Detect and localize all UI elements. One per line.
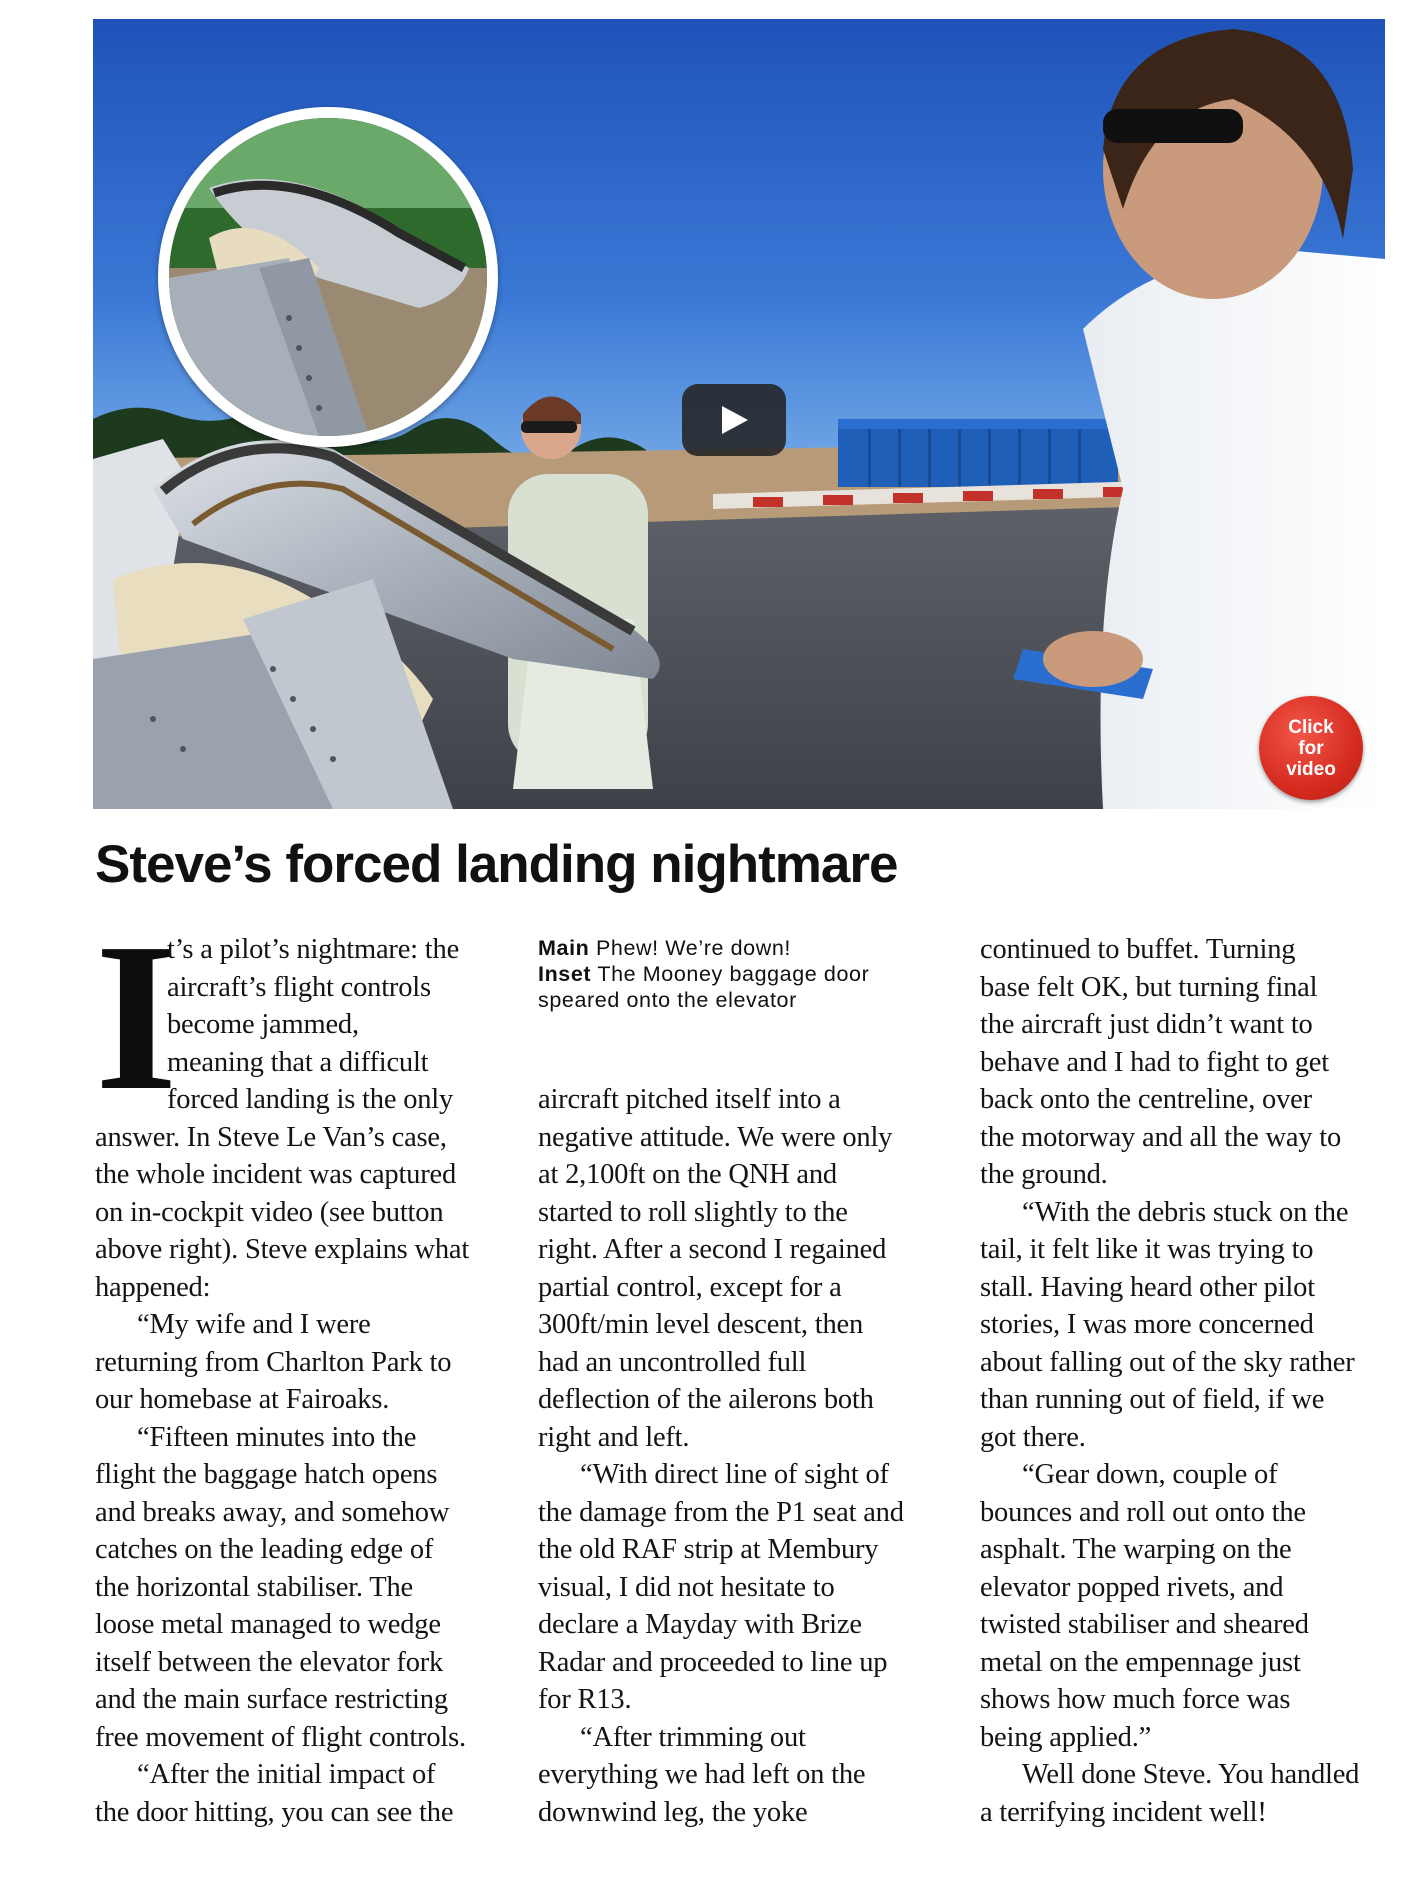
photo-caption bbox=[538, 935, 958, 1013]
text-line: visual, I did not hesitate to bbox=[538, 1571, 835, 1603]
caption-main bbox=[538, 935, 958, 961]
text-line: on in-cockpit video (see button bbox=[95, 1196, 444, 1228]
paragraph bbox=[980, 1194, 1385, 1457]
text-line: everything we had left on the bbox=[538, 1759, 866, 1790]
text-line: returning from Charlton Park to bbox=[95, 1346, 452, 1378]
text-line: the ground. bbox=[980, 1159, 1108, 1190]
text-line: behave and I had to fight to get bbox=[980, 1046, 1329, 1078]
inset-illustration bbox=[169, 118, 487, 436]
article-column-1 bbox=[95, 899, 500, 1831]
play-icon bbox=[722, 406, 748, 434]
text-line: a terrifying incident well! bbox=[980, 1796, 1267, 1828]
badge-line-2: for bbox=[1298, 737, 1324, 759]
text-line: catches on the leading edge of bbox=[95, 1534, 434, 1565]
text-line: declare a Mayday with Brize bbox=[538, 1609, 862, 1640]
paragraph bbox=[95, 1419, 500, 1757]
text-line: “My wife and I were bbox=[137, 1309, 371, 1340]
text-line: become jammed, bbox=[167, 1009, 359, 1040]
text-line: 300ft/min level descent, then bbox=[538, 1309, 864, 1340]
text-line: “Gear down, couple of bbox=[1022, 1459, 1278, 1490]
video-play-button[interactable] bbox=[682, 384, 786, 456]
text-line: “With the debris stuck on the bbox=[1022, 1196, 1349, 1228]
article-headline: Steve’s forced landing nightmare bbox=[95, 835, 898, 894]
paragraph bbox=[980, 931, 1385, 1194]
caption-inset-text-1: The Mooney baggage door bbox=[597, 962, 870, 986]
badge-line-3: video bbox=[1286, 758, 1336, 780]
text-line: the horizontal stabiliser. The bbox=[95, 1571, 413, 1603]
text-line: forced landing is the only bbox=[167, 1084, 454, 1115]
text-line: about falling out of the sky rather bbox=[980, 1346, 1355, 1378]
text-line: answer. In Steve Le Van’s case, bbox=[95, 1121, 447, 1153]
text-line: meaning that a difficult bbox=[167, 1046, 429, 1078]
caption-inset-label: Inset bbox=[538, 962, 592, 986]
text-line: above right). Steve explains what bbox=[95, 1234, 470, 1265]
click-for-video-label bbox=[1271, 717, 1351, 780]
text-line: and breaks away, and somehow bbox=[95, 1496, 450, 1528]
caption-main-text: Phew! We’re down! bbox=[595, 936, 791, 960]
click-for-video-badge[interactable] bbox=[1259, 696, 1363, 800]
paragraph bbox=[980, 1756, 1385, 1831]
text-line: partial control, except for a bbox=[538, 1271, 842, 1303]
text-line: for R13. bbox=[538, 1684, 632, 1715]
text-line: than running out of field, if we bbox=[980, 1384, 1325, 1415]
text-line: elevator popped rivets, and bbox=[980, 1571, 1284, 1603]
text-line: loose metal managed to wedge bbox=[95, 1609, 441, 1640]
text-line: base felt OK, but turning final bbox=[980, 971, 1318, 1003]
text-line: tail, it felt like it was trying to bbox=[980, 1234, 1314, 1265]
text-line: itself between the elevator fork bbox=[95, 1646, 444, 1678]
hero-photo bbox=[93, 19, 1385, 809]
text-line: had an uncontrolled full bbox=[538, 1346, 807, 1378]
text-line: got there. bbox=[980, 1421, 1086, 1453]
text-line: the aircraft just didn’t want to bbox=[980, 1009, 1313, 1040]
badge-line-1: Click bbox=[1288, 716, 1334, 738]
paragraph bbox=[980, 1456, 1385, 1756]
text-line: the door hitting, you can see the bbox=[95, 1796, 454, 1828]
text-line: “After trimming out bbox=[580, 1721, 806, 1753]
paragraph bbox=[538, 1456, 943, 1719]
text-line: “After the initial impact of bbox=[137, 1759, 436, 1790]
caption-inset bbox=[538, 961, 958, 987]
text-line: downwind leg, the yoke bbox=[538, 1796, 808, 1828]
text-line: at 2,100ft on the QNH and bbox=[538, 1159, 837, 1190]
paragraph bbox=[538, 1081, 943, 1456]
text-line: flight the baggage hatch opens bbox=[95, 1459, 438, 1490]
paragraph-intro bbox=[95, 899, 500, 1306]
caption-inset-text-2: speared onto the elevator bbox=[538, 988, 797, 1012]
text-line: deflection of the ailerons both bbox=[538, 1384, 874, 1415]
caption-main-label: Main bbox=[538, 936, 590, 960]
article-column-2 bbox=[538, 1081, 943, 1831]
text-line: the old RAF strip at Membury bbox=[538, 1534, 879, 1565]
drop-cap: I bbox=[95, 899, 178, 1134]
text-line: the whole incident was captured bbox=[95, 1159, 457, 1190]
text-line: the damage from the P1 seat and bbox=[538, 1496, 904, 1528]
text-line: negative attitude. We were only bbox=[538, 1121, 893, 1153]
text-line: right and left. bbox=[538, 1421, 690, 1453]
text-line: started to roll slightly to the bbox=[538, 1196, 848, 1228]
paragraph bbox=[95, 1306, 500, 1419]
text-line: the motorway and all the way to bbox=[980, 1121, 1342, 1153]
text-line: our homebase at Fairoaks. bbox=[95, 1384, 390, 1415]
text-line: bounces and roll out onto the bbox=[980, 1496, 1306, 1528]
text-line: being applied.” bbox=[980, 1721, 1152, 1753]
text-line: aircraft’s flight controls bbox=[167, 971, 431, 1003]
text-line: stories, I was more concerned bbox=[980, 1309, 1314, 1340]
text-line: free movement of flight controls. bbox=[95, 1721, 466, 1753]
text-line: “With direct line of sight of bbox=[580, 1459, 889, 1490]
paragraph bbox=[538, 1719, 943, 1832]
text-line: happened: bbox=[95, 1271, 211, 1303]
article-column-3 bbox=[980, 931, 1385, 1831]
text-line: metal on the empennage just bbox=[980, 1646, 1301, 1678]
text-line: shows how much force was bbox=[980, 1684, 1291, 1715]
portable-toilets bbox=[838, 419, 1118, 487]
text-line: Well done Steve. You handled bbox=[1022, 1759, 1360, 1790]
text-line: back onto the centreline, over bbox=[980, 1084, 1312, 1115]
paragraph bbox=[95, 1756, 500, 1831]
text-line: Radar and proceeded to line up bbox=[538, 1646, 888, 1678]
text-line: aircraft pitched itself into a bbox=[538, 1084, 841, 1115]
text-line: asphalt. The warping on the bbox=[980, 1534, 1292, 1565]
text-line: right. After a second I regained bbox=[538, 1234, 887, 1265]
text-line: and the main surface restricting bbox=[95, 1684, 448, 1715]
text-line: twisted stabiliser and sheared bbox=[980, 1609, 1309, 1640]
text-line: “Fifteen minutes into the bbox=[137, 1421, 417, 1453]
text-line: continued to buffet. Turning bbox=[980, 934, 1296, 965]
text-line: stall. Having heard other pilot bbox=[980, 1271, 1315, 1303]
inset-photo-baggage-door bbox=[158, 107, 498, 447]
text-line: t’s a pilot’s nightmare: the bbox=[167, 934, 460, 965]
